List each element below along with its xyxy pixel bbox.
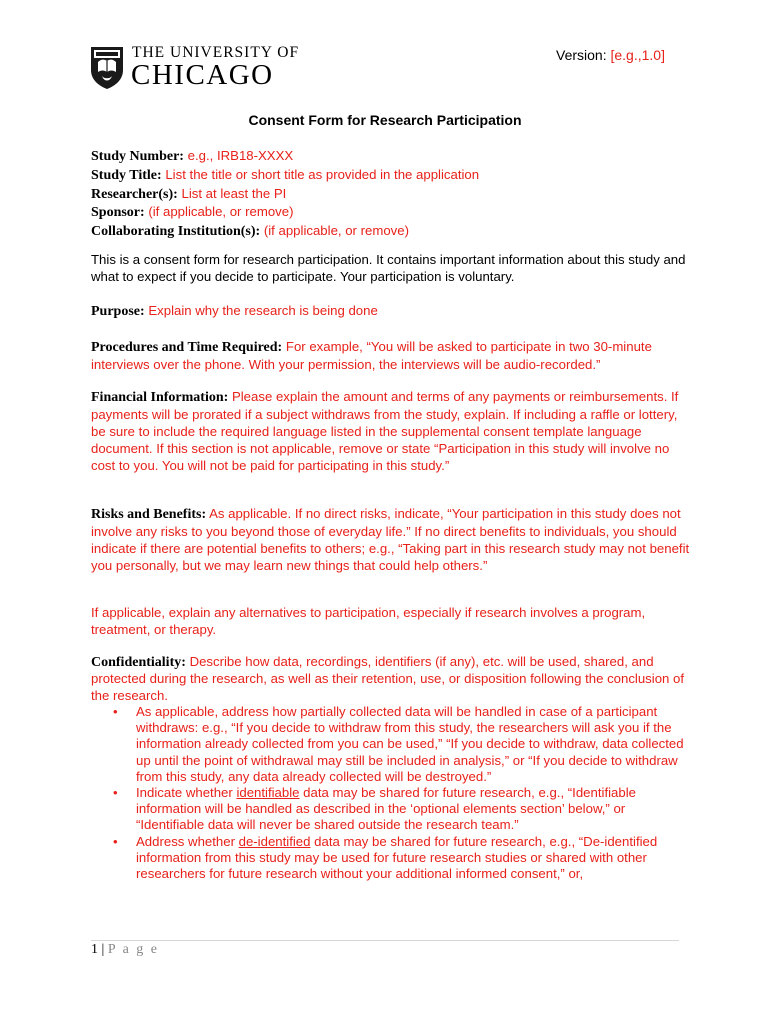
researchers-value: List at least the PI — [181, 185, 287, 201]
alternatives-paragraph: If applicable, explain any alternatives to participation, especially if research involves a program, treatment, or therapy. — [91, 605, 646, 637]
collaborating-value: (if applicable, or remove) — [263, 223, 409, 239]
purpose-label: Purpose: — [91, 304, 145, 319]
study-number-row — [91, 147, 691, 166]
financial-text: Please explain the amount and terms of any payments or reimbursements. If payments will be prorated if a subject withdraws from the study, explain. If including a raffle or lottery, be sure to include the required language listed in the supplemental consent template language document. If this section is not applicable, remove or state “Participation in this study will involve no cost to you. You will not be paid for participating in this study.” — [91, 389, 679, 473]
footer-divider — [91, 940, 679, 941]
logo-line1: THE UNIVERSITY OF — [132, 44, 300, 61]
confidentiality-bullets — [111, 704, 691, 882]
intro-paragraph: This is a consent form for research participation. It contains important information about this study and what to expect if you decide to participate. Your participation is voluntary. — [91, 252, 686, 284]
purpose-section — [91, 302, 691, 320]
study-title-row — [91, 166, 691, 185]
page-footer — [91, 942, 159, 958]
study-number-label: Study Number: — [91, 149, 184, 164]
confidentiality-label: Confidentiality: — [91, 655, 186, 670]
bullet-text-post: data may be shared for future research, e.g., “Identifiable information will be handled as described in the ‘optional elements section’ below,” or “Identifiable data will never be shared outside the research team.” — [136, 785, 636, 833]
financial-section — [91, 388, 687, 474]
university-seal-icon — [90, 46, 124, 90]
confidentiality-text: Describe how data, recordings, identifiers (if any), etc. will be used, shared, and protected during the research, as well as their retention, use, or disposition following the conclusion of the research. — [91, 654, 685, 703]
procedures-text: For example, “You will be asked to participate in two 30-minute interviews over the phone. With your permission, the interviews will be audio-recorded.” — [91, 339, 652, 372]
confidentiality-section — [91, 654, 691, 704]
bullet-icon: • — [113, 704, 118, 719]
study-info — [91, 147, 691, 241]
purpose-text: Explain why the research is being done — [148, 303, 378, 318]
risks-text: As applicable. If no direct risks, indicate, “Your participation in this study does not involve any risks to you beyond those of everyday life.” If no direct benefits to individuals, you should indicate if there are potential benefits to others; e.g., “Taking part in this research study may not benefit you personally, but we may learn new things that could help others.” — [91, 506, 690, 573]
sponsor-row — [91, 203, 691, 222]
researchers-label: Researcher(s): — [91, 186, 178, 202]
financial-label: Financial Information: — [91, 390, 229, 405]
page-title: Consent Form for Research Participation — [248, 112, 522, 128]
procedures-section — [91, 338, 691, 373]
bullet-text-pre: Indicate whether — [136, 785, 237, 801]
risks-label: Risks and Benefits: — [91, 507, 207, 522]
procedures-label: Procedures and Time Required: — [91, 340, 283, 355]
list-item — [111, 704, 691, 785]
page-number: 1 — [91, 942, 98, 957]
university-logo — [90, 44, 300, 92]
list-item — [111, 785, 691, 834]
version-label — [556, 47, 665, 63]
bullet-underlined-term: identifiable — [236, 785, 300, 801]
bullet-text-pre: Address whether — [136, 833, 239, 849]
bullet-text-post: data may be shared for future research, e.g., “De-identified information from this study may be used for future research studies or shared with other researchers for future research without your additional informed consent,” or, — [136, 833, 658, 882]
version-label-text: Version: — [556, 47, 607, 63]
study-title-label: Study Title: — [91, 167, 162, 183]
collaborating-label: Collaborating Institution(s): — [91, 224, 261, 240]
list-item — [111, 834, 691, 883]
logo-line2: CHICAGO — [131, 59, 274, 91]
bullet-text: As applicable, address how partially collected data will be handled in case of a participant withdraws: e.g., “If you decide to withdraw from this study, the researchers will ask you if the information already collected from you can be used,” “If you decide to withdraw, data collected up until the point of withdrawal may still be included in analysis,” or “If you decide to withdraw from this study, any data already collected will be destroyed.” — [136, 704, 684, 784]
researchers-row — [91, 185, 691, 204]
collaborating-row — [91, 222, 691, 241]
bullet-icon: • — [113, 833, 118, 849]
study-number-value: e.g., IRB18-XXXX — [187, 148, 294, 163]
bullet-icon: • — [113, 785, 118, 801]
bullet-underlined-term: de-identified — [238, 833, 311, 849]
page-label: P a g e — [107, 942, 160, 957]
version-value: [e.g.,1.0] — [610, 47, 665, 63]
study-title-value: List the title or short title as provided in the application — [165, 166, 480, 182]
risks-section — [91, 505, 691, 574]
sponsor-label: Sponsor: — [91, 205, 145, 221]
footer-separator: | — [101, 942, 105, 957]
sponsor-value: (if applicable, or remove) — [148, 204, 294, 220]
